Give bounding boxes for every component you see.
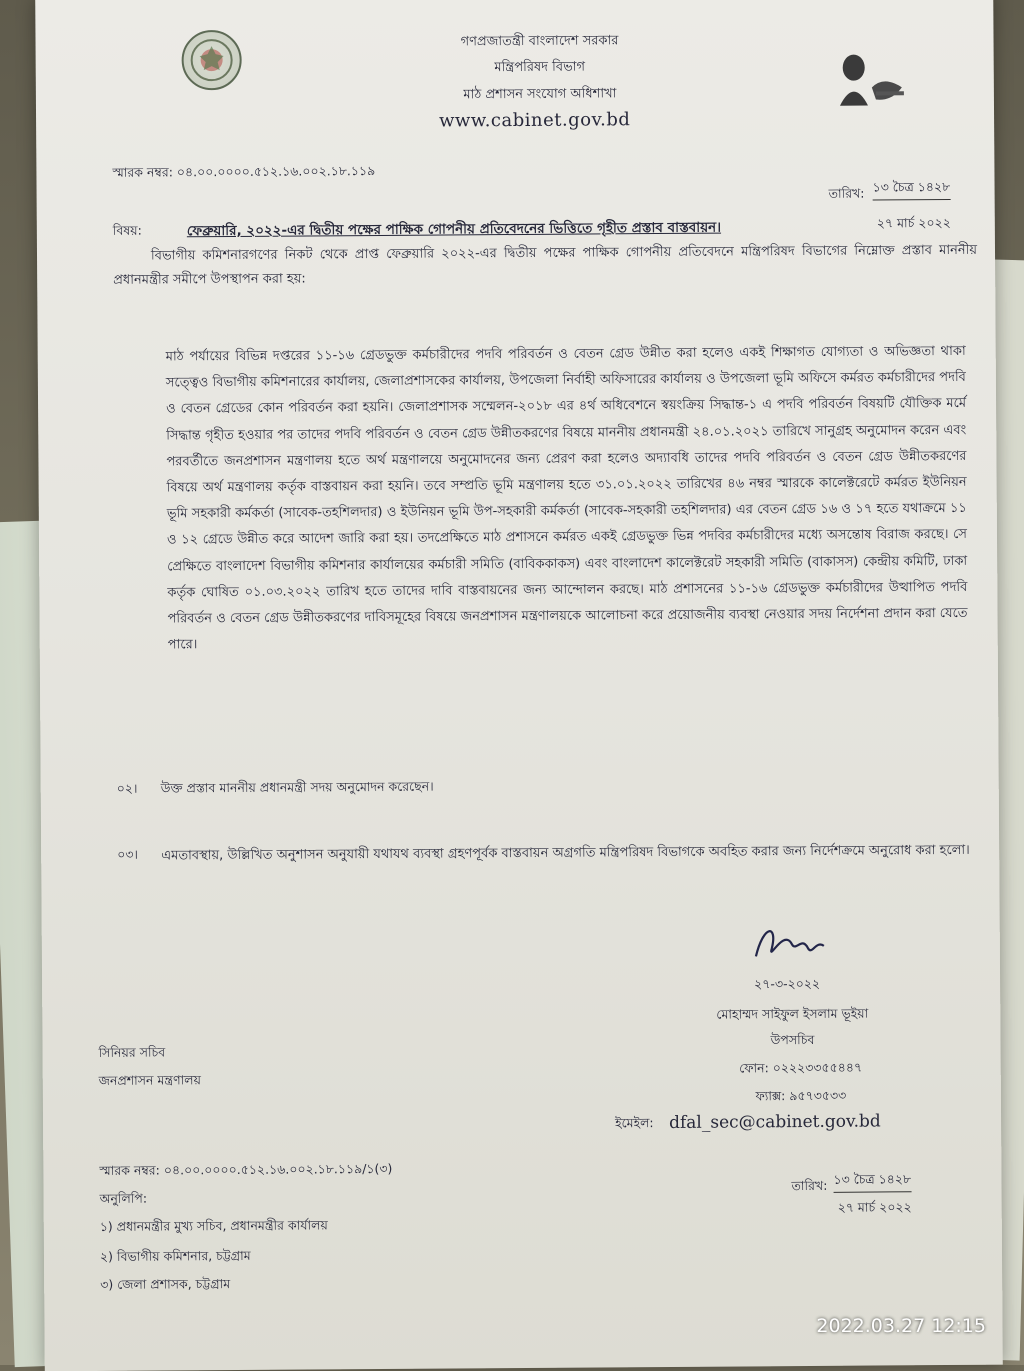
- para3-text: এমতাবস্থায়, উল্লিখিত অনুশাসন অনুযায়ী যথাযথ ব্যবস্থা গ্রহণপূর্বক বাস্তবায়ন অগ্রগতি মন্ত্রিপরিষদ বিভাগকে অবহিত করার জন্য নির্দেশক্রমে অনুরোধ করা হলো।: [161, 842, 970, 864]
- recipient-ministry: জনপ্রশাসন মন্ত্রণালয়: [98, 1072, 201, 1088]
- signature-date: ২৭-৩-২০২২: [754, 975, 821, 992]
- recipient-designation: সিনিয়র সচিব: [98, 1044, 166, 1060]
- subject-label: বিষয়:: [112, 222, 142, 238]
- copy-item: ২) বিভাগীয় কমিশনার, চট্টগ্রাম: [99, 1247, 251, 1264]
- intro-paragraph: বিভাগীয় কমিশনারগণের নিকট থেকে প্রাপ্ত ফেব্রুয়ারি ২০২২-এর দ্বিতীয় পক্ষের পাক্ষিক গোপনীয় প্রতিবেদনে মন্ত্রিপরিষদ বিভাগের নিম্নোক্ত প্রস্তাব মাননীয় প্রধানমন্ত্রীর সমীপে উপস্থাপন করা হয়:: [113, 242, 978, 288]
- signature-scribble-icon: [750, 918, 830, 973]
- signatory-email: dfal_sec@cabinet.gov.bd: [669, 1111, 881, 1133]
- signatory-title: উপসচিব: [770, 1031, 815, 1048]
- signatory-phone: ফোন: ০২২২৩৩৫৫৪৪৭: [739, 1059, 863, 1076]
- para2-number: ০২।: [116, 780, 138, 796]
- signatory-fax: ফ্যাক্স: ৯৫৭৩৫৩৩: [755, 1087, 847, 1104]
- para2-text: উক্ত প্রস্তাব মাননীয় প্রধানমন্ত্রী সদয় অনুমোদন করেছেন।: [160, 778, 434, 796]
- copy-item: ৩) জেলা প্রশাসক, চট্টগ্রাম: [100, 1276, 231, 1292]
- memo2-date-bangla: ১৩ চৈত্র ১৪২৮: [833, 1171, 911, 1193]
- memo-date-label: তারিখ:: [828, 185, 865, 201]
- memo-ref-number: স্মারক নম্বর: ০৪.০০.০০০০.৫১২.১৬.০০২.১৮.১১৯: [112, 162, 376, 180]
- memo-date-english: ২৭ মার্চ ২০২২: [876, 214, 951, 231]
- government-seal-icon: [181, 30, 241, 90]
- copies-label: অনুলিপি:: [99, 1190, 148, 1206]
- proposal-paragraph: মাঠ পর্যায়ের বিভিন্ন দপ্তরের ১১-১৬ গ্রেডভুক্ত কর্মচারীদের পদবি পরিবর্তন ও বেতন গ্রেড উন্নীত করা হলেও একই শিক্ষাগত যোগ্যতা ও অভিজ্ঞতা থাকা সত্ত্বেও বিভাগীয় কমিশনারের কার্যালয়, জেলাপ্রশাসকের কার্যালয়, উপজেলা নির্বাহী অফিসারের কার্যালয় ও উপজেলা ভূমি অফিসে কর্মরত কর্মচারীদের পদবি ও বেতন গ্রেডের কোন পরিবর্তন করা হয়নি। জেলাপ্রশাসক সম্মেলন-২০১৮ এর ৪র্থ অধিবেশনে স্বয়ংক্রিয় সিদ্ধান্ত-১ এ পদবি পরিবর্তন বিষয়টি যৌক্তিক মর্মে সিদ্ধান্ত গৃহীত হওয়ার পর তাদের পদবি পরিবর্তন ও বেতন গ্রেড উন্নীতকরণের বিষয়ে মাননীয় প্রধানমন্ত্রী ২৪.০১.২০২১ তারিখে সানুগ্রহ অনুমোদন করেন এবং পরবর্তীতে জনপ্রশাসন মন্ত্রণালয় হতে অর্থ মন্ত্রণালয়ে অনুমোদনের জন্য প্রেরণ করা হলেও অদ্যাবধি তাদের পদবি পরিবর্তন ও বেতন গ্রেড উন্নীতকরণের বিষয়ে অর্থ মন্ত্রণালয় কর্তৃক বাস্তবায়ন করা হয়নি। তবে সম্প্রতি ভূমি মন্ত্রণালয় হতে ৩১.০১.২০২২ তারিখের ৪৬ নম্বর স্মারকে কালেক্টরেটে কর্মরত ইউনিয়ন ভূমি সহকারী কর্মকর্তা (সাবেক-তহশিলদার) ও ইউনিয়ন ভূমি উপ-সহকারী কর্মকর্তা (সাবেক-সহকারী তহশিলদার) এর বেতন গ্রেড ১৬ ও ১৭ হতে যথাক্রমে ১১ ও ১২ গ্রেডে উন্নীত করে আদেশ জারি করা হয়। তদপ্রেক্ষিতে মাঠ প্রশাসনে কর্মরত একই গ্রেডভুক্ত ভিন্ন পদবির কর্মচারীদের মধ্যে অসন্তোষ বিরাজ করছে। সে প্রেক্ষিতে বাংলাদেশ বিভাগীয় কমিশনার কার্যালয়ের কর্মচারী সমিতি (বাবিককাকস) এবং বাংলাদেশ কালেক্টরেট সহকারী সমিতি (বাকাসস) কেন্দ্রীয় কমিটি, ঢাকা কর্তৃক ঘোষিত ০১.০৩.২০২২ তারিখ হতে তাদের দাবি বাস্তবায়নের জন্য আন্দোলন করছে। মাঠ প্রশাসনের ১১-১৬ গ্রেডভুক্ত কর্মচারীদের উত্থাপিত পদবি পরিবর্তন ও বেতন গ্রেড উন্নীতকরণের দাবিসমূহের বিষয়ে জনপ্রশাসন মন্ত্রণালয়কে আলোচনা করে প্রয়োজনীয় ব্যবস্থা নেওয়ার সদয় নির্দেশনা প্রদান করা যেতে পারে।: [165, 343, 968, 653]
- header-wing: মাঠ প্রশাসন সংযোগ অধিশাখা: [463, 86, 617, 103]
- header-govt: গণপ্রজাতন্ত্রী বাংলাদেশ সরকার: [460, 33, 619, 50]
- memo2-date-english: ২৭ মার্চ ২০২২: [837, 1199, 912, 1215]
- header-website: www.cabinet.gov.bd: [439, 109, 631, 132]
- signatory-name: মোহাম্মদ সাইফুল ইসলাম ভূইয়া: [716, 1005, 869, 1022]
- letter-page: [35, 0, 1003, 1371]
- subject-text: ফেব্রুয়ারি, ২০২২-এর দ্বিতীয় পক্ষের পাক্ষিক গোপনীয় প্রতিবেদনের ভিত্তিতে গৃহীত প্রস্তাব বাস্তবায়ন।: [186, 219, 722, 240]
- memo-date-bangla: ১৩ চৈত্র ১৪২৮: [873, 179, 951, 201]
- mujib-emblem-icon: [832, 45, 912, 112]
- copy-item: ১) প্রধানমন্ত্রীর মুখ্য সচিব, প্রধানমন্ত্রীর কার্যালয়: [99, 1217, 328, 1234]
- header-division: মন্ত্রিপরিষদ বিভাগ: [494, 59, 586, 76]
- memo2-ref-number: স্মারক নম্বর: ০৪.০০.০০০০.৫১২.১৬.০০২.১৮.১১৯/১(৩): [99, 1160, 393, 1178]
- para3-number: ০৩।: [117, 846, 138, 862]
- photo-timestamp: 2022.03.27 12:15: [816, 1315, 986, 1337]
- signatory-email-label: ইমেইল:: [615, 1115, 654, 1131]
- memo2-date-label: তারিখ:: [791, 1177, 828, 1194]
